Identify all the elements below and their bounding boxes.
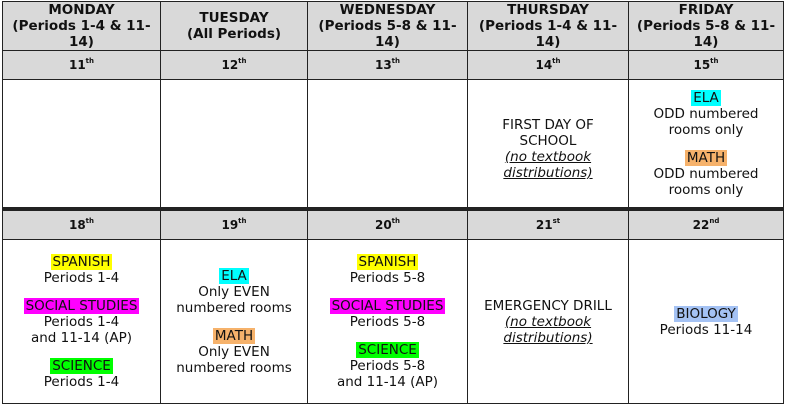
subject-detail: Only EVEN bbox=[198, 283, 270, 300]
date-suffix: th bbox=[85, 217, 95, 225]
date-cell bbox=[3, 209, 161, 240]
day-periods: (Periods 5-8 & 11-14) bbox=[318, 18, 457, 50]
date-suffix: th bbox=[238, 57, 247, 65]
day-header-tuesday bbox=[161, 2, 308, 51]
date-number: 18 bbox=[68, 218, 86, 232]
subject-detail: and 11-14 (AP) bbox=[336, 373, 439, 390]
day-periods: (Periods 5-8 & 11-14) bbox=[636, 18, 776, 50]
event-title: EMERGENCY DRILL bbox=[484, 297, 612, 314]
date-suffix: th bbox=[238, 217, 247, 225]
day-cell-21 bbox=[468, 240, 629, 404]
day-name: THURSDAY bbox=[507, 2, 589, 18]
event-title: SCHOOL bbox=[519, 132, 577, 149]
event-title: FIRST DAY OF bbox=[502, 116, 594, 133]
date-number: 15 bbox=[693, 58, 711, 72]
event-note: (no textbook bbox=[504, 313, 592, 330]
subject-detail: Only EVEN bbox=[198, 343, 270, 360]
day-cell-22 bbox=[629, 240, 784, 404]
day-name: MONDAY bbox=[48, 2, 115, 18]
event-note: distributions) bbox=[503, 329, 593, 346]
subject-tag-ela: ELA bbox=[693, 89, 719, 106]
day-header-row bbox=[3, 2, 784, 51]
subject-detail: Periods 1-4 bbox=[43, 313, 120, 330]
week2-content-row bbox=[3, 240, 784, 404]
subject-detail: rooms only bbox=[668, 121, 744, 138]
subject-detail: Periods 1-4 bbox=[43, 269, 120, 286]
date-number: 12 bbox=[221, 58, 239, 72]
subject-tag-science: SCIENCE bbox=[52, 357, 111, 374]
day-cell-14 bbox=[468, 80, 629, 210]
day-periods: (All Periods) bbox=[186, 26, 282, 42]
subject-detail: rooms only bbox=[668, 181, 744, 198]
subject-detail: Periods 11-14 bbox=[659, 321, 753, 338]
event-note: distributions) bbox=[503, 164, 593, 181]
subject-tag-social-studies: SOCIAL STUDIES bbox=[25, 297, 138, 314]
subject-tag-spanish: SPANISH bbox=[52, 253, 111, 270]
day-cell-20 bbox=[308, 240, 468, 404]
day-name: FRIDAY bbox=[678, 2, 734, 18]
day-periods: (Periods 1-4 & 11-14) bbox=[478, 18, 618, 50]
day-cell-11 bbox=[3, 80, 161, 210]
day-header-monday bbox=[3, 2, 161, 51]
date-suffix: th bbox=[391, 57, 401, 65]
day-cell-19 bbox=[161, 240, 308, 404]
date-suffix: th bbox=[391, 217, 401, 225]
date-cell bbox=[308, 51, 468, 80]
date-suffix: nd bbox=[709, 217, 720, 225]
subject-detail: ODD numbered bbox=[653, 105, 759, 122]
event-note: (no textbook bbox=[504, 148, 592, 165]
date-number: 20 bbox=[374, 218, 392, 232]
subject-detail: Periods 5-8 bbox=[349, 357, 426, 374]
date-suffix: th bbox=[552, 57, 561, 65]
subject-detail: Periods 5-8 bbox=[349, 269, 426, 286]
date-number: 11 bbox=[68, 58, 86, 72]
day-header-friday bbox=[629, 2, 784, 51]
date-cell bbox=[629, 209, 784, 240]
week1-content-row bbox=[3, 80, 784, 210]
day-name: TUESDAY bbox=[199, 10, 269, 26]
subject-detail: Periods 1-4 bbox=[43, 373, 120, 390]
date-number: 19 bbox=[221, 218, 239, 232]
date-suffix: st bbox=[552, 217, 561, 225]
subject-tag-social-studies: SOCIAL STUDIES bbox=[331, 297, 444, 314]
subject-tag-math: MATH bbox=[686, 149, 726, 166]
date-suffix: th bbox=[85, 57, 95, 65]
date-cell bbox=[308, 209, 468, 240]
date-number: 22 bbox=[692, 218, 710, 232]
subject-tag-biology: BIOLOGY bbox=[676, 305, 736, 322]
subject-tag-science: SCIENCE bbox=[358, 341, 417, 358]
date-cell bbox=[629, 51, 784, 80]
schedule-table bbox=[2, 1, 784, 404]
date-cell bbox=[468, 51, 629, 80]
day-cell-12 bbox=[161, 80, 308, 210]
date-cell bbox=[3, 51, 161, 80]
week2-date-row bbox=[3, 209, 784, 240]
day-periods: (Periods 1-4 & 11-14) bbox=[12, 18, 151, 50]
date-cell bbox=[161, 209, 308, 240]
week1-date-row bbox=[3, 51, 784, 80]
day-cell-13 bbox=[308, 80, 468, 210]
date-number: 14 bbox=[535, 58, 553, 72]
subject-detail: numbered rooms bbox=[176, 299, 292, 316]
day-cell-18 bbox=[3, 240, 161, 404]
date-suffix: th bbox=[710, 57, 719, 65]
date-number: 21 bbox=[535, 218, 553, 232]
subject-detail: ODD numbered bbox=[653, 165, 759, 182]
subject-tag-spanish: SPANISH bbox=[358, 253, 417, 270]
day-cell-15 bbox=[629, 80, 784, 210]
date-cell bbox=[161, 51, 308, 80]
subject-detail: and 11-14 (AP) bbox=[30, 329, 133, 346]
subject-tag-ela: ELA bbox=[221, 267, 247, 284]
subject-detail: numbered rooms bbox=[176, 359, 292, 376]
subject-detail: Periods 5-8 bbox=[349, 313, 426, 330]
date-cell bbox=[468, 209, 629, 240]
date-number: 13 bbox=[374, 58, 392, 72]
day-name: WEDNESDAY bbox=[339, 2, 436, 18]
day-header-thursday bbox=[468, 2, 629, 51]
day-header-wednesday bbox=[308, 2, 468, 51]
subject-tag-math: MATH bbox=[214, 327, 254, 344]
